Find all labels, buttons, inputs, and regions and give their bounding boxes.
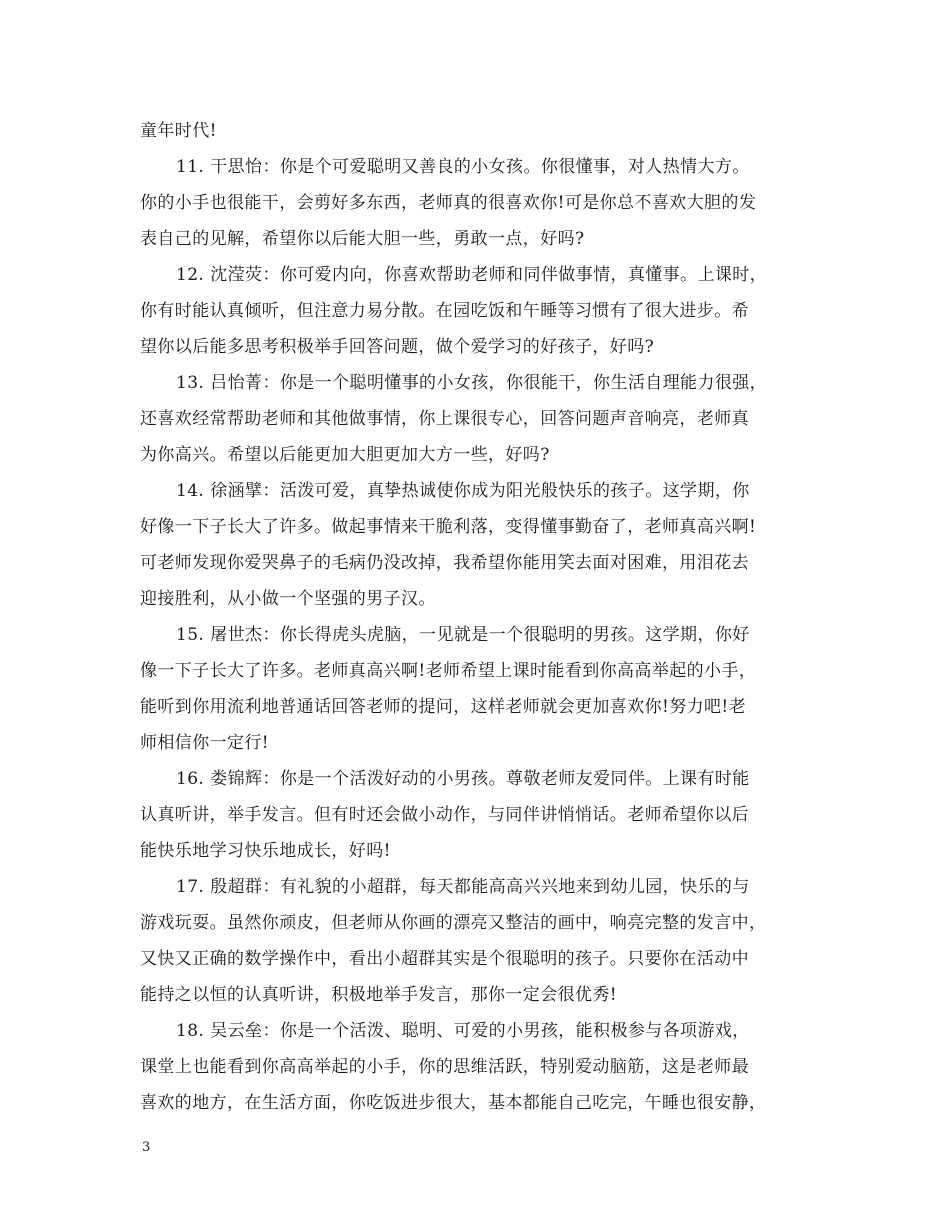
text-line: 能持之以恒的认真听讲，积极地举手发言，那你一定会很优秀!: [140, 985, 618, 1005]
text-line: 喜欢的地方，在生活方面，你吃饭进步很大，基本都能自己吃完，午睡也很安静，: [140, 1093, 767, 1113]
text-line: 好像一下子长大了许多。做起事情来干脆利落，变得懂事勤奋了，老师真高兴啊!: [140, 517, 757, 537]
item-text: 屠世杰：你长得虎头虎脑，一见就是一个很聪明的男孩。这学期，你好: [210, 625, 750, 645]
text-line: 师相信你一定行!: [140, 733, 270, 753]
text-line: 又快又正确的数学操作中，看出小超群其实是个很聪明的孩子。只要你在活动中: [140, 949, 749, 969]
text-line: 能听到你用流利地普通话回答老师的提问，这样老师就会更加喜欢你!努力吧!老: [140, 697, 747, 717]
item-number: 15.: [176, 625, 205, 645]
text-line: 游戏玩耍。虽然你顽皮，但老师从你画的漂亮又整洁的画中，响亮完整的发言中，: [140, 913, 767, 933]
item-text: 吴云垒：你是一个活泼、聪明、可爱的小男孩，能积极参与各项游戏，: [210, 1021, 750, 1041]
text-line: 认真听讲，举手发言。但有时还会做小动作，与同伴讲悄悄话。老师希望你以后: [140, 805, 749, 825]
text-line: 望你以后能多思考积极举手回答问题，做个爱学习的好孩子，好吗?: [140, 337, 655, 357]
text-line: 你有时能认真倾听，但注意力易分散。在园吃饭和午睡等习惯有了很大进步。希: [140, 301, 749, 321]
text-line: 表自己的见解，希望你以后能大胆一些，勇敢一点，好吗?: [140, 229, 585, 249]
item-number: 18.: [176, 1021, 205, 1041]
text-line: 迎接胜利，从小做一个坚强的男子汉。: [140, 589, 436, 609]
item-text: 殷超群：有礼貌的小超群，每天都能高高兴兴地来到幼儿园，快乐的与: [210, 877, 750, 897]
item-12-first-line: [140, 257, 820, 293]
page-number: 3: [142, 1140, 151, 1155]
item-13-first-line: [140, 365, 820, 401]
text-line: 课堂上也能看到你高高举起的小手，你的思维活跃，特别爱动脑筋，这是老师最: [140, 1057, 749, 1077]
text-line: 像一下子长大了许多。老师真高兴啊!老师希望上课时能看到你高高举起的小手，: [140, 661, 757, 681]
item-11-first-line: [140, 149, 820, 185]
item-16-first-line: [140, 761, 820, 797]
item-text: 娄锦辉：你是一个活泼好动的小男孩。尊敬老师友爱同伴。上课有时能: [210, 769, 750, 789]
item-text: 徐涵擘：活泼可爱，真挚热诚使你成为阳光般快乐的孩子。这学期，你: [210, 481, 750, 501]
item-15-first-line: [140, 617, 820, 653]
text-line: 能快乐地学习快乐地成长，好吗!: [140, 841, 391, 861]
item-number: 16.: [176, 769, 205, 789]
text-line: 你的小手也很能干，会剪好多东西，老师真的很喜欢你!可是你总不喜欢大胆的发: [140, 193, 757, 213]
text-line: 为你高兴。希望以后能更加大胆更加大方一些，好吗?: [140, 445, 550, 465]
text-line: 童年时代!: [140, 121, 217, 141]
item-text: 沈滢荧：你可爱内向，你喜欢帮助老师和同伴做事情，真懂事。上课时，: [210, 265, 768, 285]
item-text: 干思怡：你是个可爱聪明又善良的小女孩。你很懂事，对人热情大方。: [210, 157, 750, 177]
item-number: 17.: [176, 877, 205, 897]
item-number: 11.: [176, 157, 205, 177]
text-line: 还喜欢经常帮助老师和其他做事情，你上课很专心，回答问题声音响亮，老师真: [140, 409, 749, 429]
item-17-first-line: [140, 869, 820, 905]
item-number: 12.: [176, 265, 205, 285]
item-18-first-line: [140, 1013, 820, 1049]
item-14-first-line: [140, 473, 820, 509]
item-number: 14.: [176, 481, 205, 501]
text-line: 可老师发现你爱哭鼻子的毛病仍没改掉，我希望你能用笑去面对困难，用泪花去: [140, 553, 749, 573]
item-text: 吕怡菁：你是一个聪明懂事的小女孩，你很能干，你生活自理能力很强，: [210, 373, 768, 393]
item-number: 13.: [176, 373, 205, 393]
body-text: [140, 113, 820, 1121]
